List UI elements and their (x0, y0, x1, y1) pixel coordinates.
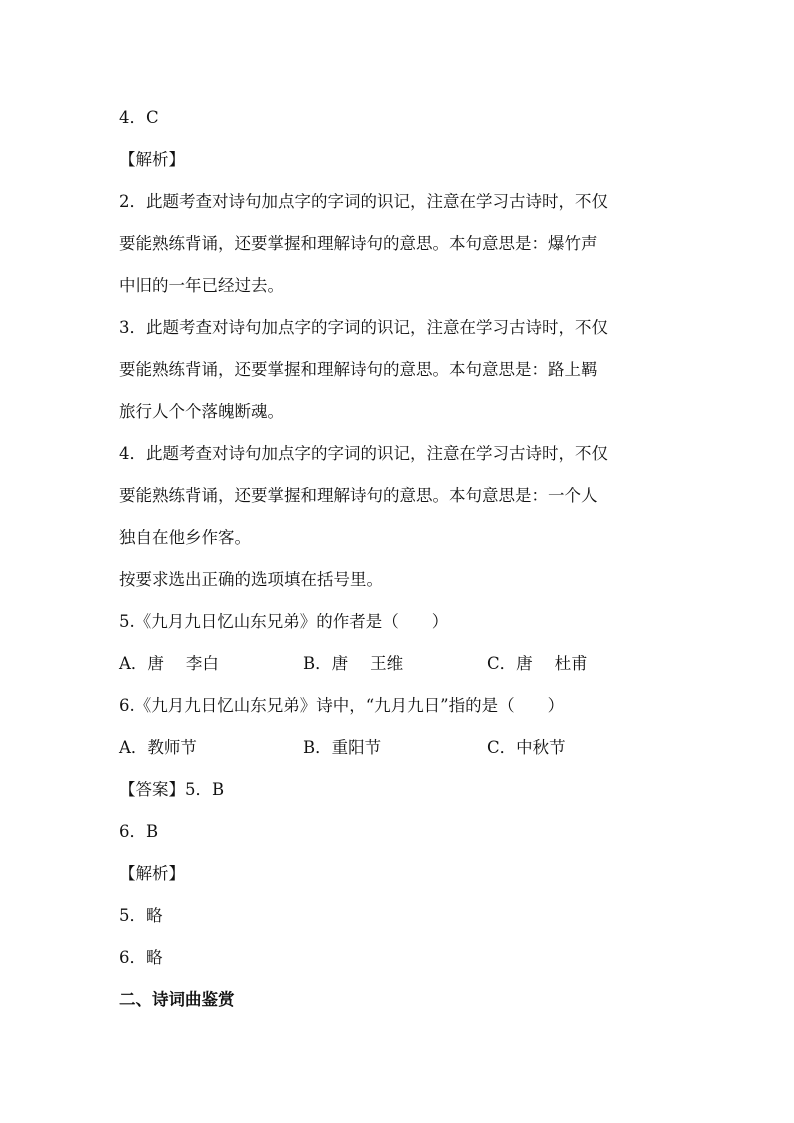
q5-option-b-dynasty: B．唐 (303, 654, 349, 673)
document-content (119, 104, 689, 1028)
q5-option-a-dynasty: A．唐 (119, 654, 164, 673)
analysis-2-line-2: 要能熟练背诵，还要掌握和理解诗句的意思。本句意思是：爆竹声 (119, 234, 598, 253)
analysis-2-line-1: 2．此题考查对诗句加点字的字词的识记，注意在学习古诗时，不仅 (119, 192, 608, 211)
q5-option-b-author: 王维 (370, 654, 404, 673)
q5-option-c-dynasty: C．唐 (487, 654, 533, 673)
analysis-3-line-3: 旅行人个个落魄断魂。 (119, 402, 284, 421)
section-heading: 二、诗词曲鉴赏 (119, 990, 235, 1009)
analysis-3-line-1: 3．此题考查对诗句加点字的字词的识记，注意在学习古诗时，不仅 (119, 318, 608, 337)
answer-line-4: 4．C (119, 108, 159, 127)
q5-option-b (303, 650, 487, 692)
q6-option-c: C．中秋节 (487, 738, 566, 757)
q5-option-c-author: 杜甫 (554, 654, 588, 673)
q5-option-a (119, 650, 303, 692)
q5-option-a-author: 李白 (185, 654, 219, 673)
question-6-options (119, 734, 689, 776)
instruction-text: 按要求选出正确的选项填在括号里。 (119, 570, 383, 589)
analysis-heading-2: 【解析】 (119, 864, 185, 883)
question-5: 5.《九月九日忆山东兄弟》的作者是（ ） (119, 612, 449, 631)
analysis-5: 5．略 (119, 906, 163, 925)
analysis-2-line-3: 中旧的一年已经过去。 (119, 276, 284, 295)
analysis-4-line-3: 独自在他乡作客。 (119, 528, 251, 547)
analysis-4-line-2: 要能熟练背诵，还要掌握和理解诗句的意思。本句意思是：一个人 (119, 486, 598, 505)
question-6: 6.《九月九日忆山东兄弟》诗中，“九月九日”指的是（ ） (119, 696, 565, 715)
question-5-options (119, 650, 689, 692)
analysis-6: 6．略 (119, 948, 163, 967)
answer-line-6: 6．B (119, 822, 159, 841)
analysis-3-line-2: 要能熟练背诵，还要掌握和理解诗句的意思。本句意思是：路上羁 (119, 360, 598, 379)
q5-option-c (487, 650, 588, 692)
q6-option-a: A．教师节 (119, 738, 197, 757)
q6-option-b: B．重阳节 (303, 738, 382, 757)
answer-line-5: 【答案】5．B (119, 780, 225, 799)
analysis-heading: 【解析】 (119, 150, 185, 169)
analysis-4-line-1: 4．此题考查对诗句加点字的字词的识记，注意在学习古诗时，不仅 (119, 444, 608, 463)
